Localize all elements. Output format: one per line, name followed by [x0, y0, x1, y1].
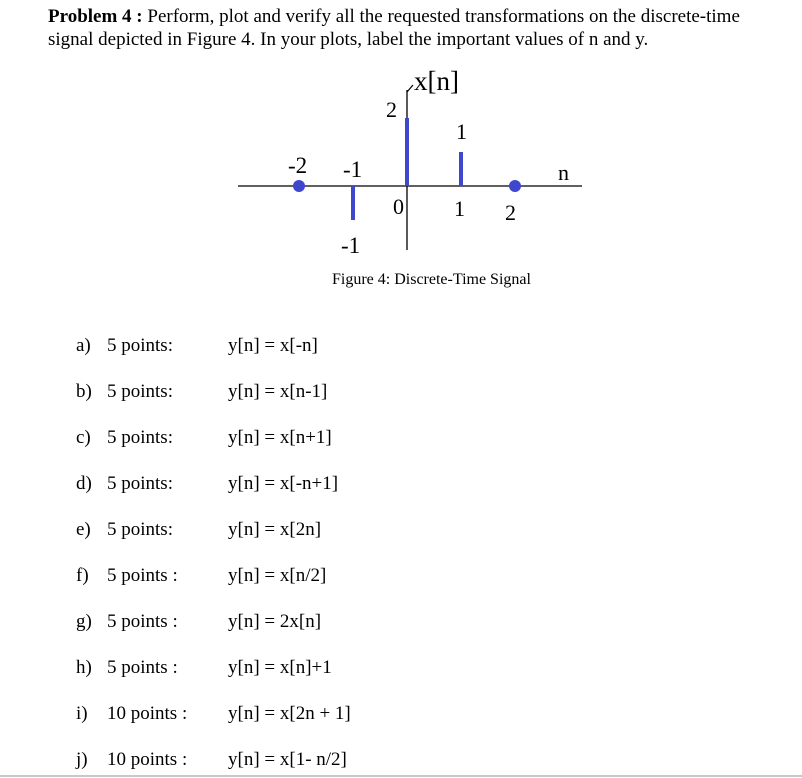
- item-equation: y[n] = x[n-1]: [228, 381, 328, 402]
- tick-label-minus1: -1: [343, 157, 363, 182]
- item-points: 5 points :: [107, 657, 178, 678]
- tick-label-2: 2: [505, 200, 516, 225]
- item-points: 5 points:: [107, 473, 173, 494]
- value-label-1: 1: [456, 119, 467, 144]
- item-label: a): [76, 335, 91, 356]
- item-label: h): [76, 657, 92, 678]
- item-label: c): [76, 427, 91, 448]
- problem-label: Problem 4 :: [48, 6, 143, 27]
- stem-dot-n2: [509, 180, 521, 192]
- item-label: e): [76, 519, 91, 540]
- item-equation: y[n] = x[n]+1: [228, 657, 332, 678]
- item-label: i): [76, 703, 88, 724]
- item-label: d): [76, 473, 92, 494]
- item-points: 5 points:: [107, 381, 173, 402]
- title-tick: [407, 85, 413, 92]
- stem-dot-n-2: [293, 180, 305, 192]
- figure-caption: Figure 4: Discrete-Time Signal: [332, 271, 531, 288]
- item-equation: y[n] = x[-n]: [228, 335, 318, 356]
- item-points: 10 points :: [107, 749, 188, 770]
- tick-label-minus2: -2: [288, 153, 308, 178]
- item-equation: y[n] = x[2n + 1]: [228, 703, 351, 724]
- item-label: g): [76, 611, 92, 632]
- tick-label-1: 1: [454, 196, 465, 221]
- item-points: 5 points :: [107, 565, 178, 586]
- item-equation: y[n] = x[-n+1]: [228, 473, 339, 494]
- problem-text: Perform, plot and verify all the requested transformations on the discrete-time signal depicted in Figure 4. In your plots, label the important values of n and y.: [48, 6, 740, 50]
- item-equation: y[n] = x[n/2]: [228, 565, 327, 586]
- item-equation: y[n] = x[2n]: [228, 519, 322, 540]
- value-label-2: 2: [386, 97, 397, 122]
- item-label: j): [76, 749, 88, 770]
- tick-label-0: 0: [393, 194, 404, 219]
- item-points: 5 points :: [107, 611, 178, 632]
- item-points: 5 points:: [107, 335, 173, 356]
- value-label-minus1: -1: [341, 233, 361, 258]
- item-label: b): [76, 381, 92, 402]
- item-points: 10 points :: [107, 703, 188, 724]
- item-equation: y[n] = x[n+1]: [228, 427, 332, 448]
- item-equation: y[n] = 2x[n]: [228, 611, 322, 632]
- bottom-divider: [0, 775, 802, 777]
- signal-figure: [0, 0, 802, 300]
- item-points: 5 points:: [107, 519, 173, 540]
- signal-title: x[n]: [414, 66, 459, 96]
- item-points: 5 points:: [107, 427, 173, 448]
- axis-label-n: n: [558, 160, 569, 185]
- item-equation: y[n] = x[1- n/2]: [228, 749, 347, 770]
- item-label: f): [76, 565, 89, 586]
